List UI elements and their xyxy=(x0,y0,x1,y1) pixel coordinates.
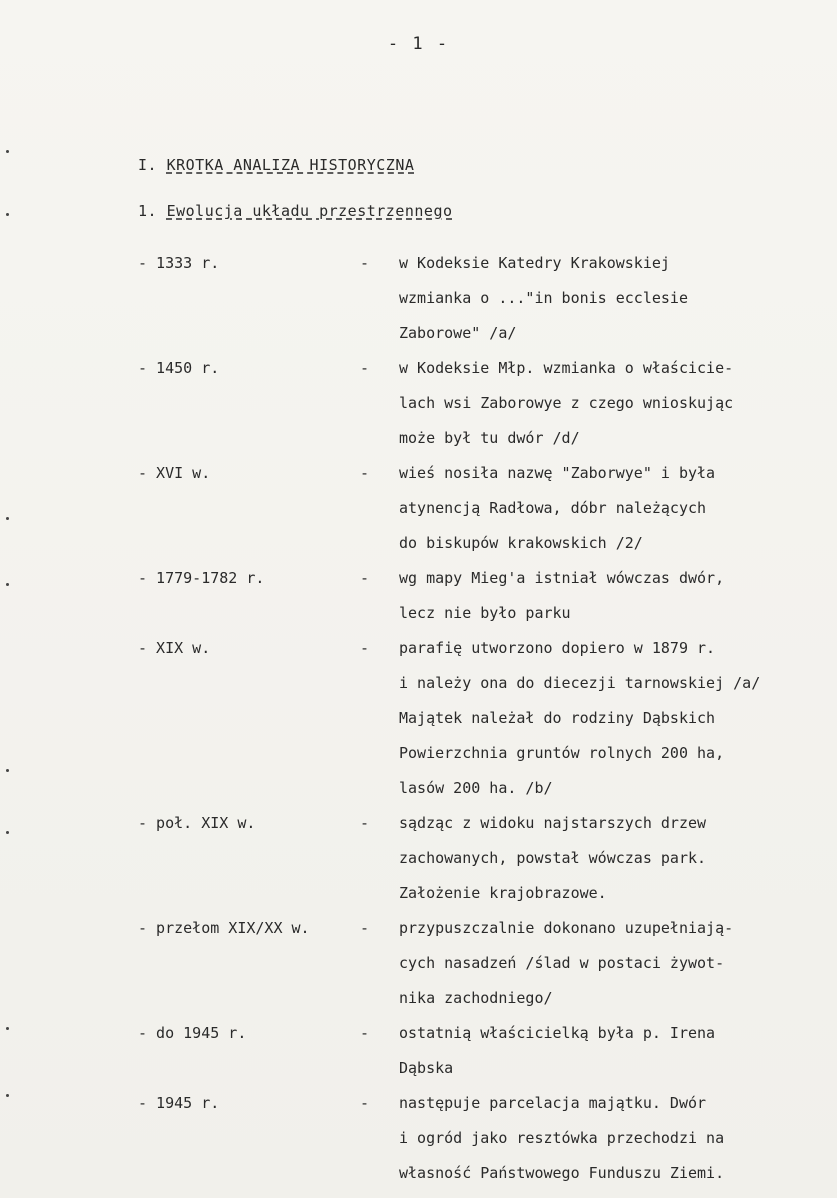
section-heading xyxy=(138,156,414,174)
subsection-heading xyxy=(138,202,453,220)
entry-description xyxy=(399,631,829,806)
subsection-title: Ewolucja układu przestrzennego xyxy=(166,202,453,220)
section-prefix: I. xyxy=(138,156,158,174)
margin-mark xyxy=(6,213,9,216)
entry-description-line: lecz nie było parku xyxy=(399,604,571,622)
entry-date: - 1779-1782 r. xyxy=(138,569,265,587)
entry-separator: - xyxy=(360,1094,370,1112)
entry-description-line: ostatnią właścicielką była p. Irena xyxy=(399,1024,716,1042)
entry-description xyxy=(399,456,829,561)
entry-description-line: Powierzchnia gruntów rolnych 200 ha, xyxy=(399,744,725,762)
margin-mark xyxy=(6,1094,9,1097)
entry-description xyxy=(399,806,829,911)
entry-description-line: atynencją Radłowa, dóbr należących xyxy=(399,499,707,517)
entry-description-line: w Kodeksie Młp. wzmianka o właścicie- xyxy=(399,359,734,377)
margin-mark xyxy=(6,769,9,772)
entry-date: - XIX w. xyxy=(138,639,211,657)
entry-description-line: Zaborowe" /a/ xyxy=(399,324,517,342)
entry-separator: - xyxy=(360,359,370,377)
margin-mark xyxy=(6,517,9,520)
entry-description-line: Dąbska xyxy=(399,1059,454,1077)
entry-description-line: i należy ona do diecezji tarnowskiej /a/ xyxy=(399,674,761,692)
entry-separator: - xyxy=(360,919,370,937)
margin-mark xyxy=(6,150,9,153)
entry-description-line: w Kodeksie Katedry Krakowskiej xyxy=(399,254,670,272)
entry-description-line: następuje parcelacja majątku. Dwór xyxy=(399,1094,707,1112)
page-number: - 1 - xyxy=(387,34,450,54)
entry-date: - poł. XIX w. xyxy=(138,814,256,832)
entry-description-line: do biskupów krakowskich /2/ xyxy=(399,534,643,552)
margin-mark xyxy=(6,831,9,834)
entry-description-line: parafię utworzono dopiero w 1879 r. xyxy=(399,639,716,657)
entry-date: - 1450 r. xyxy=(138,359,220,377)
entry-date: - do 1945 r. xyxy=(138,1024,247,1042)
entry-description xyxy=(399,351,829,456)
entry-date: - XVI w. xyxy=(138,464,211,482)
entry-description-line: może był tu dwór /d/ xyxy=(399,429,580,447)
entry-description-line: przypuszczalnie dokonano uzupełniają- xyxy=(399,919,734,937)
entry-separator: - xyxy=(360,464,370,482)
entry-separator: - xyxy=(360,814,370,832)
entry-separator: - xyxy=(360,1024,370,1042)
entry-description xyxy=(399,561,829,631)
entry-separator: - xyxy=(360,569,370,587)
entry-date: - przełom XIX/XX w. xyxy=(138,919,310,937)
entry-description-line: i ogród jako resztówka przechodzi na xyxy=(399,1129,725,1147)
entry-description-line: lasów 200 ha. /b/ xyxy=(399,779,553,797)
entry-date: - 1945 r. xyxy=(138,1094,220,1112)
entry-description-line: zachowanych, powstał wówczas park. xyxy=(399,849,707,867)
entry-description-line: własność Państwowego Funduszu Ziemi. xyxy=(399,1164,725,1182)
entry-description-line: Założenie krajobrazowe. xyxy=(399,884,607,902)
entry-description-line: wzmianka o ..."in bonis ecclesie xyxy=(399,289,688,307)
entry-description xyxy=(399,1086,829,1191)
margin-mark xyxy=(6,1027,9,1030)
entry-description-line: sądząc z widoku najstarszych drzew xyxy=(399,814,707,832)
entry-description-line: Majątek należał do rodziny Dąbskich xyxy=(399,709,716,727)
subsection-prefix: 1. xyxy=(138,202,158,220)
entry-description xyxy=(399,911,829,1016)
entry-separator: - xyxy=(360,639,370,657)
entry-description-line: wg mapy Mieg'a istniał wówczas dwór, xyxy=(399,569,725,587)
entry-description xyxy=(399,1016,829,1086)
entry-description-line: nika zachodniego/ xyxy=(399,989,553,1007)
entry-date: - 1333 r. xyxy=(138,254,220,272)
entry-separator: - xyxy=(360,254,370,272)
entry-description-line: cych nasadzeń /ślad w postaci żywot- xyxy=(399,954,725,972)
margin-mark xyxy=(6,583,9,586)
entry-description-line: lach wsi Zaborowye z czego wnioskując xyxy=(399,394,734,412)
entry-description xyxy=(399,246,829,351)
section-title: KROTKA ANALIZA HISTORYCZNA xyxy=(166,156,415,174)
entry-description-line: wieś nosiła nazwę "Zaborwye" i była xyxy=(399,464,716,482)
